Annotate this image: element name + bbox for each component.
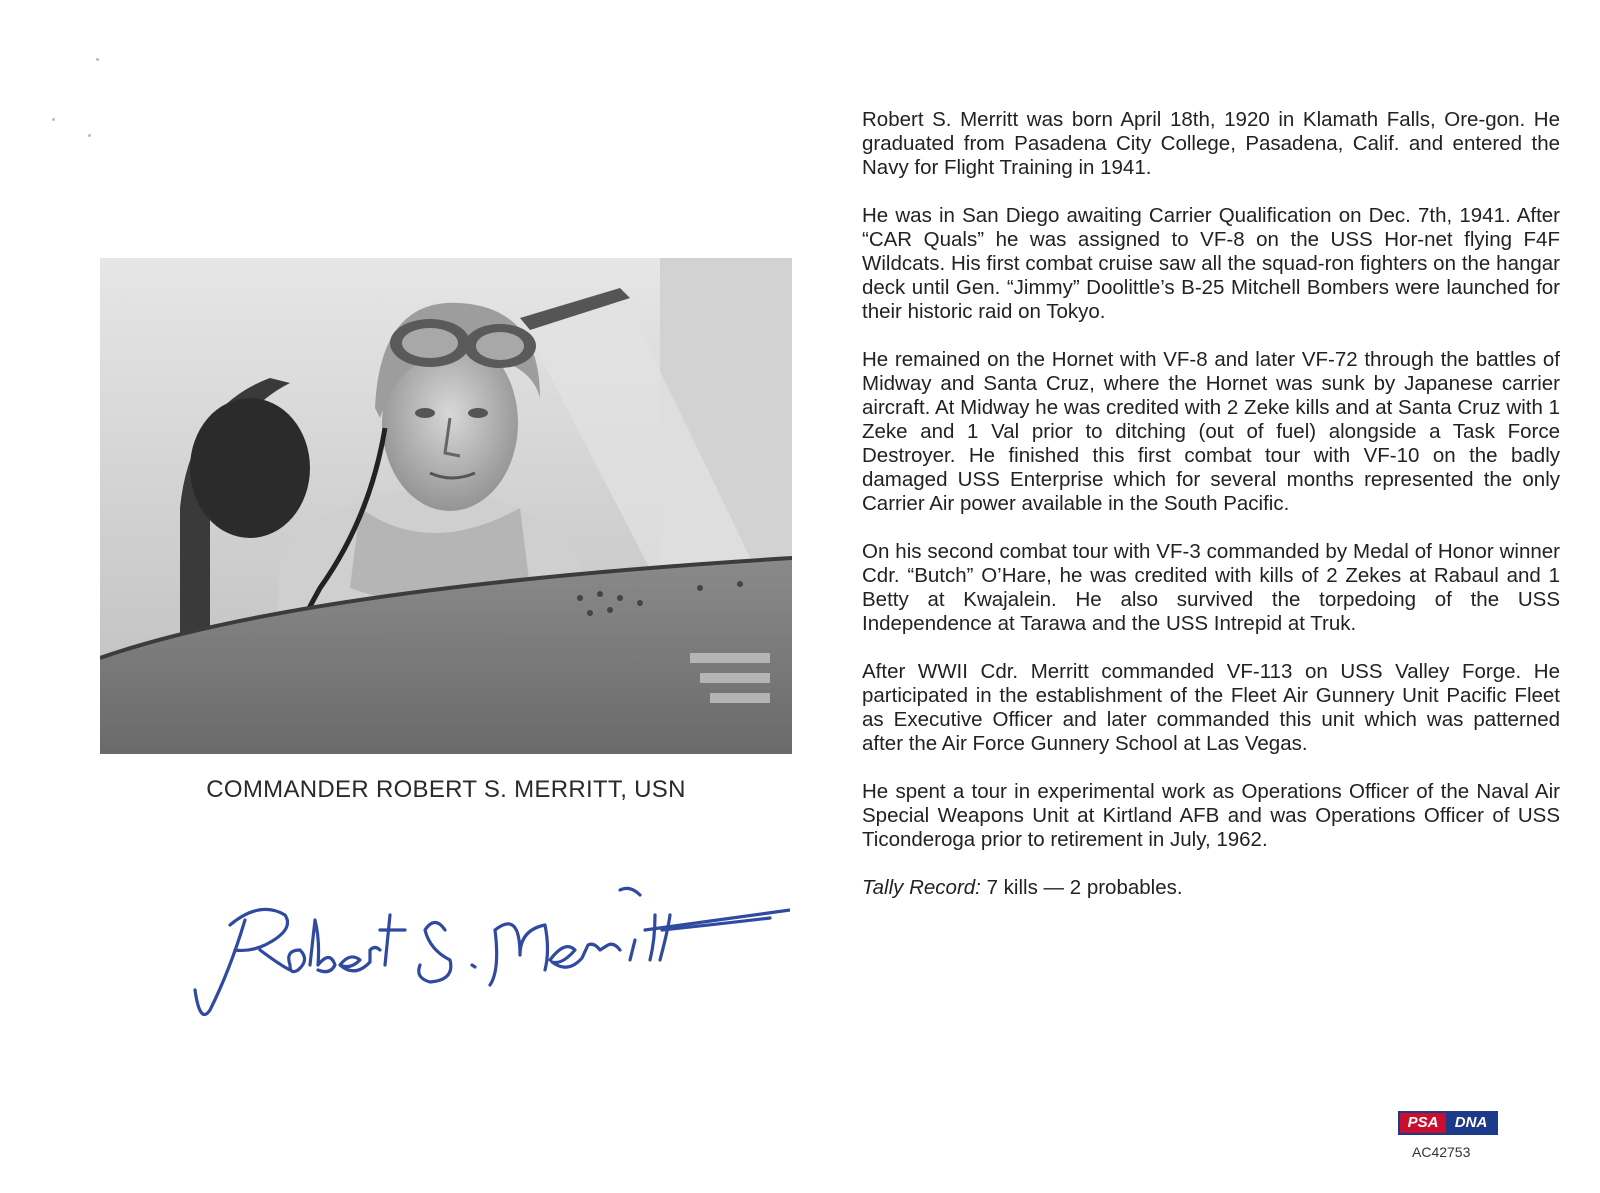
pilot-photo-illustration [100,258,792,754]
pilot-photo [100,258,792,754]
psa-logo-right: DNA [1446,1113,1496,1133]
bio-paragraph: He was in San Diego awaiting Carrier Qualification on Dec. 7th, 1941. After “CAR Quals” he was assigned to VF-8 on the USS Hor-net flying F4F Wildcats. His first combat cruise saw all the squad-ron fighters on the hangar deck until Gen. “Jimmy” Doolittle’s B-25 Mitchell Bombers were launched for their historic raid on Tokyo. [862,204,1560,323]
bio-paragraph: Robert S. Merritt was born April 18th, 1920 in Klamath Falls, Ore-gon. He graduated from Pasadena City College, Pasadena, Calif. and entered the Navy for Flight Training in 1941. [862,108,1560,179]
photo-caption: COMMANDER ROBERT S. MERRITT, USN [206,776,686,803]
psa-dna-logo [1398,1111,1498,1135]
certificate-id: AC42753 [1412,1144,1471,1160]
scan-speck [52,118,55,121]
bio-paragraph: After WWII Cdr. Merritt commanded VF-113 on USS Valley Forge. He participated in the establishment of the Fleet Air Gunnery Unit Pacific Fleet as Executive Officer and later commanded this unit which was patterned after the Air Force Gunnery School at Las Vegas. [862,660,1560,755]
tally-label: Tally Record: [862,876,981,899]
scan-speck [96,58,99,61]
tally-record [862,876,1560,900]
bio-paragraph: He remained on the Hornet with VF-8 and later VF-72 through the battles of Midway and Santa Cruz, where the Hornet was sunk by Japanese carrier aircraft. At Midway he was credited with 2 Zeke kills and at Santa Cruz with 1 Zeke and 1 Val prior to ditching (out of fuel) alongside a Task Force Destroyer. He finished this first combat tour with VF-10 on the badly damaged USS Enterprise which for several months represented the only Carrier Air power available in the South Pacific. [862,348,1560,515]
scan-speck [88,134,91,137]
biography-text [862,108,1560,924]
autograph-signature [190,870,790,1030]
bio-paragraph: On his second combat tour with VF-3 commanded by Medal of Honor winner Cdr. “Butch” O’Hare, he was credited with kills of 2 Zekes at Rabaul and 1 Betty at Kwajalein. He also survived the torpedoing of the USS Independence at Tarawa and the USS Intrepid at Truk. [862,540,1560,635]
psa-logo-left: PSA [1400,1113,1446,1133]
tally-value: 7 kills — 2 probables. [980,876,1183,899]
signature-ink [190,870,790,1030]
bio-paragraph: He spent a tour in experimental work as Operations Officer of the Naval Air Special Weapons Unit at Kirtland AFB and was Operations Officer of USS Ticonderoga prior to retirement in July, 1962. [862,780,1560,851]
